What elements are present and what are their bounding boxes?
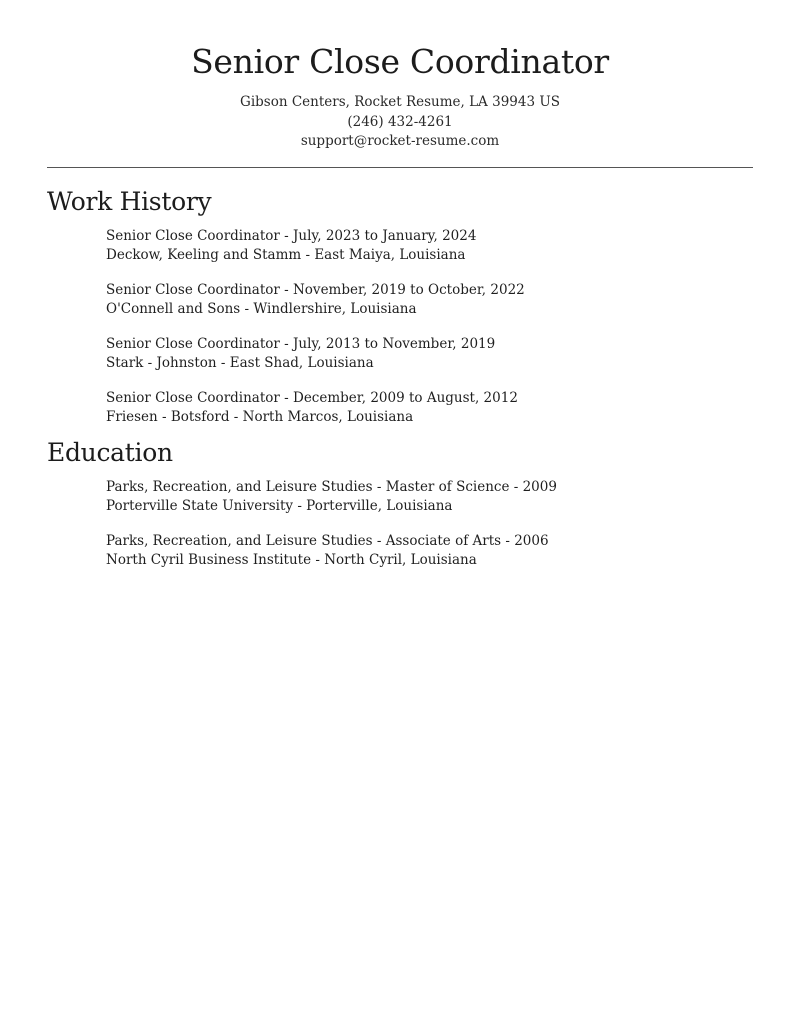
- education-entry: [106, 532, 549, 570]
- contact-address: Gibson Centers, Rocket Resume, LA 39943 US: [240, 94, 560, 110]
- education-heading: Education: [47, 438, 173, 467]
- header-divider: [47, 167, 753, 168]
- resume-name-title: Senior Close Coordinator: [191, 42, 609, 81]
- contact-block: [0, 93, 800, 152]
- work-entry-company-location: Friesen - Botsford - North Marcos, Louisiana: [106, 409, 414, 425]
- contact-phone: (246) 432-4261: [347, 113, 453, 130]
- education-entry-school-location: Porterville State University - Porterville, Louisiana: [106, 498, 453, 514]
- work-entry-role-dates: Senior Close Coordinator - November, 2019 to October, 2022: [106, 282, 525, 298]
- education-entry-school-location: North Cyril Business Institute - North Cyril, Louisiana: [106, 552, 477, 568]
- work-entry-company-location: O'Connell and Sons - Windlershire, Louisiana: [106, 301, 417, 317]
- work-entry-company-location: Stark - Johnston - East Shad, Louisiana: [106, 355, 374, 371]
- work-entry-role-dates: Senior Close Coordinator - December, 2009 to August, 2012: [106, 390, 518, 406]
- education-entry-degree: Parks, Recreation, and Leisure Studies - Master of Science - 2009: [106, 479, 557, 495]
- work-entry-role-dates: Senior Close Coordinator - July, 2023 to January, 2024: [106, 228, 477, 244]
- work-entry-company-location: Deckow, Keeling and Stamm - East Maiya, Louisiana: [106, 247, 466, 263]
- work-entry-role-dates: Senior Close Coordinator - July, 2013 to November, 2019: [106, 336, 496, 352]
- contact-email: support@rocket-resume.com: [300, 133, 500, 149]
- education-entry-degree: Parks, Recreation, and Leisure Studies - Associate of Arts - 2006: [106, 533, 549, 549]
- work-entry: [106, 281, 525, 319]
- work-entry: [106, 227, 476, 265]
- work-entry: [106, 335, 495, 373]
- education-entry: [106, 478, 557, 516]
- work-history-heading: Work History: [47, 187, 212, 216]
- work-entry: [106, 389, 518, 427]
